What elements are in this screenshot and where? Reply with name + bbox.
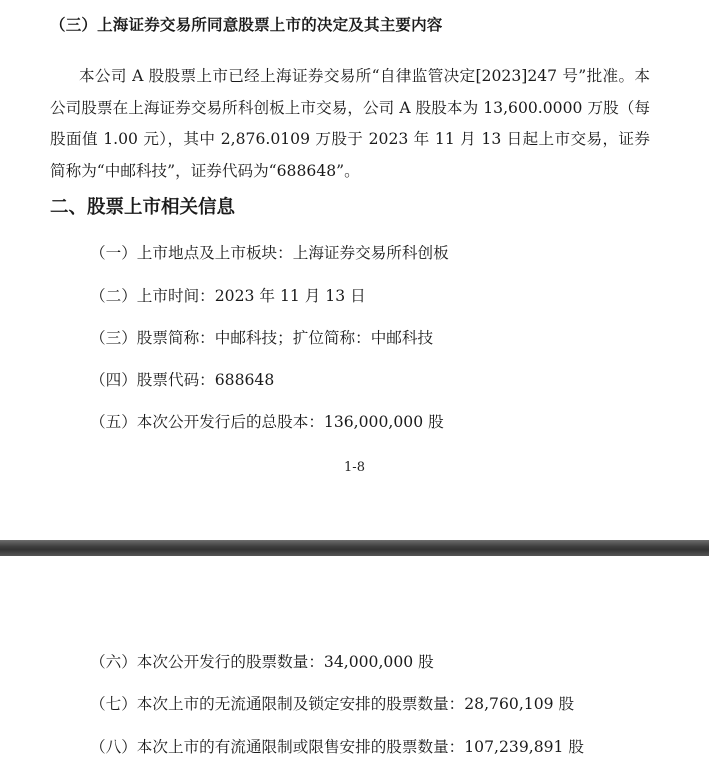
section-heading: 二、股票上市相关信息 [50, 197, 236, 218]
document-page-2 [0, 556, 709, 775]
list-item-listing-venue: （一）上市地点及上市板块：上海证券交易所科创板 [90, 244, 449, 262]
subsection-heading: （三）上海证券交易所同意股票上市的决定及其主要内容 [50, 16, 443, 34]
list-item-total-share-capital: （五）本次公开发行后的总股本：136,000,000 股 [90, 413, 444, 431]
page-number: 1-8 [344, 460, 365, 475]
list-item-unrestricted-shares: （七）本次上市的无流通限制及锁定安排的股票数量：28,760,109 股 [90, 695, 575, 713]
page-separator [0, 540, 709, 556]
approval-paragraph: 本公司 A 股股票上市已经上海证券交易所“自律监管决定[2023]247 号”批准。本公司股票在上海证券交易所科创板上市交易，公司 A 股股本为 13,600.0000 万股（每股面值 1.00 元），其中 2,876.0109 万股于 2023 年 11 月 13 日起上市交易，证券简称为“中邮科技”，证券代码为“688648”。 [50, 67, 650, 180]
list-item-listing-date: （二）上市时间：2023 年 11 月 13 日 [90, 287, 366, 305]
list-item-stock-abbreviation: （三）股票简称：中邮科技；扩位简称：中邮科技 [90, 329, 434, 347]
list-item-restricted-shares: （八）本次上市的有流通限制或限售安排的股票数量：107,239,891 股 [90, 738, 585, 756]
list-item-stock-code: （四）股票代码：688648 [90, 371, 275, 389]
list-item-issued-shares: （六）本次公开发行的股票数量：34,000,000 股 [90, 653, 434, 671]
